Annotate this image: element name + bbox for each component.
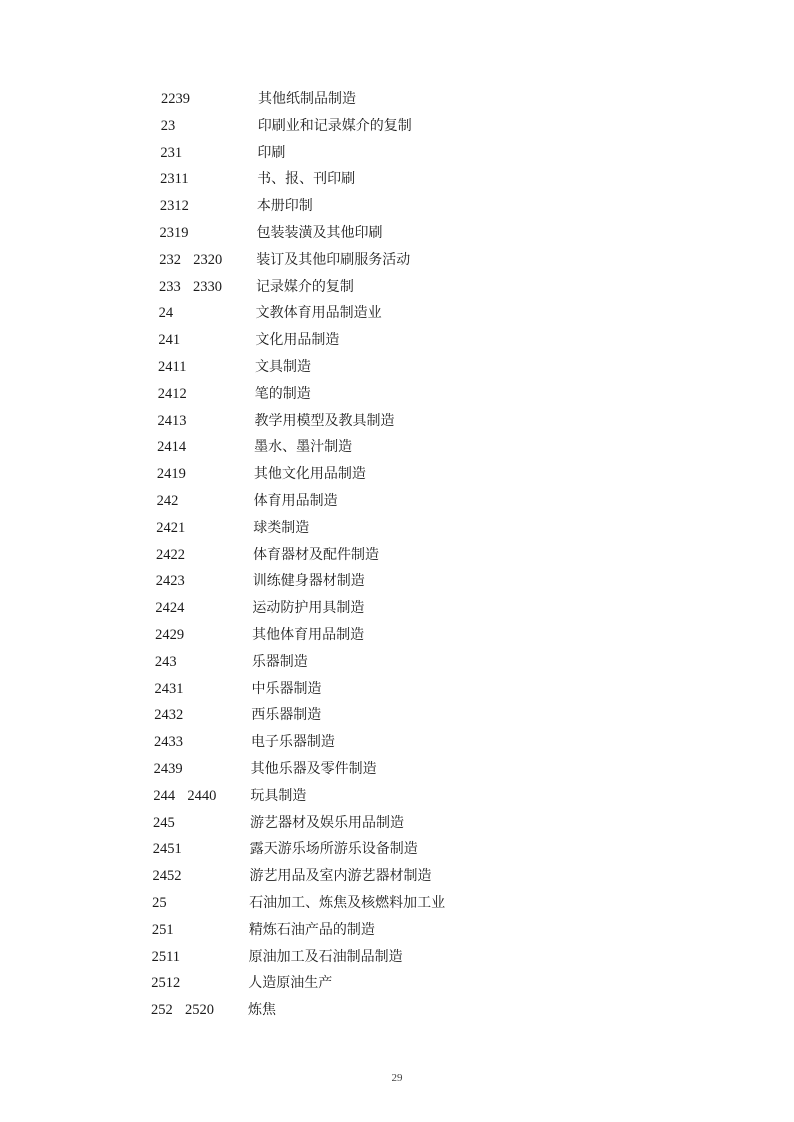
industry-code: 2413 <box>157 412 187 429</box>
industry-code: 2412 <box>157 385 187 402</box>
industry-code: 232 <box>159 251 181 268</box>
list-item <box>0 944 794 971</box>
industry-subcode: 2330 <box>192 278 222 295</box>
industry-name: 笔的制造 <box>254 385 311 402</box>
list-item <box>0 408 794 435</box>
industry-name: 装订及其他印刷服务活动 <box>256 251 411 268</box>
industry-name: 文教体育用品制造业 <box>255 305 382 322</box>
list-item <box>0 970 794 997</box>
industry-name: 玩具制造 <box>250 787 307 804</box>
industry-code: 2239 <box>161 91 190 107</box>
list-item <box>0 166 794 193</box>
industry-name: 原油加工及石油制品制造 <box>248 948 403 965</box>
industry-name: 墨水、墨汁制造 <box>254 439 353 456</box>
industry-name: 书、报、刊印刷 <box>257 171 356 188</box>
industry-code: 2433 <box>153 734 183 751</box>
industry-name: 运动防护用具制造 <box>252 600 365 617</box>
industry-code: 2431 <box>154 680 184 697</box>
list-item <box>0 676 794 703</box>
list-item <box>0 568 794 595</box>
list-item <box>0 461 794 488</box>
industry-code: 2312 <box>159 198 189 215</box>
page-number: 29 <box>391 1072 403 1084</box>
industry-code: 231 <box>160 144 183 161</box>
industry-code: 2423 <box>155 573 185 590</box>
list-item <box>0 434 794 461</box>
industry-name: 其他乐器及零件制造 <box>250 760 377 777</box>
industry-subcode: 2320 <box>193 251 223 268</box>
industry-code: 245 <box>153 814 175 831</box>
list-item <box>0 917 794 944</box>
industry-name: 教学用模型及教具制造 <box>254 412 395 429</box>
industry-name: 体育用品制造 <box>253 492 338 509</box>
list-item <box>0 247 794 274</box>
industry-code: 23 <box>160 117 176 134</box>
industry-code: 241 <box>158 332 181 349</box>
industry-name: 游艺器材及娱乐用品制造 <box>250 814 405 831</box>
list-item <box>0 193 794 220</box>
industry-name: 印刷业和记录媒介的复制 <box>257 117 412 134</box>
industry-code: 243 <box>154 653 177 670</box>
industry-code: 2414 <box>157 439 187 456</box>
industry-code: 2424 <box>155 600 185 617</box>
list-item <box>0 702 794 729</box>
list-item <box>0 729 794 756</box>
list-item <box>0 836 794 863</box>
industry-subcode: 2440 <box>187 787 217 804</box>
industry-code: 2311 <box>160 171 189 188</box>
industry-code: 2319 <box>159 224 189 241</box>
industry-code: 233 <box>158 278 181 295</box>
list-item <box>0 649 794 676</box>
industry-code: 2511 <box>151 948 181 965</box>
industry-code: 242 <box>156 492 179 509</box>
industry-code: 2452 <box>152 868 182 885</box>
industry-name: 精炼石油产品的制造 <box>248 921 375 938</box>
industry-code: 2451 <box>152 841 182 858</box>
list-item <box>0 890 794 917</box>
industry-name: 游艺用品及室内游艺器材制造 <box>249 868 432 885</box>
list-item <box>0 300 794 327</box>
list-item <box>0 810 794 837</box>
list-item <box>0 783 794 810</box>
industry-name: 炼焦 <box>248 1002 276 1019</box>
industry-code: 2419 <box>156 466 186 483</box>
industry-code: 252 <box>151 1002 173 1019</box>
list-item <box>0 113 794 140</box>
industry-name: 球类制造 <box>253 519 310 536</box>
list-item <box>0 274 794 301</box>
list-item <box>0 381 794 408</box>
industry-name: 其他文化用品制造 <box>253 466 366 483</box>
industry-name: 体育器材及配件制造 <box>253 546 379 563</box>
list-item <box>0 863 794 890</box>
industry-code: 251 <box>151 921 174 938</box>
industry-code: 244 <box>153 787 176 804</box>
list-item <box>0 756 794 783</box>
list-item <box>0 354 794 381</box>
list-item <box>0 220 794 247</box>
list-item <box>0 542 794 569</box>
industry-code: 2439 <box>153 760 183 777</box>
industry-code: 2411 <box>158 358 187 375</box>
industry-name: 中乐器制造 <box>251 680 322 697</box>
list-item <box>0 140 794 167</box>
industry-name: 露天游乐场所游乐设备制造 <box>249 841 418 858</box>
industry-name: 其他体育用品制造 <box>252 626 365 643</box>
industry-name: 其他纸制品制造 <box>258 91 356 107</box>
list-item <box>0 327 794 354</box>
list-item <box>0 86 794 113</box>
industry-code-list <box>0 86 794 1024</box>
list-item <box>0 488 794 515</box>
industry-name: 本册印制 <box>256 198 313 215</box>
industry-code: 2422 <box>156 546 185 563</box>
industry-name: 石油加工、炼焦及核燃料加工业 <box>249 894 446 911</box>
industry-code: 2429 <box>155 626 185 643</box>
industry-code: 2432 <box>154 707 184 724</box>
industry-code: 2512 <box>151 975 181 992</box>
industry-name: 乐器制造 <box>251 653 308 670</box>
industry-name: 文具制造 <box>255 358 312 375</box>
industry-name: 印刷 <box>257 144 286 161</box>
industry-name: 文化用品制造 <box>255 332 340 349</box>
industry-code: 25 <box>152 894 167 911</box>
industry-subcode: 2520 <box>185 1002 214 1019</box>
industry-code: 24 <box>158 305 174 322</box>
industry-name: 人造原油生产 <box>248 975 333 992</box>
list-item <box>0 515 794 542</box>
industry-name: 记录媒介的复制 <box>255 278 354 295</box>
industry-name: 包装装潢及其他印刷 <box>256 224 383 241</box>
industry-code: 2421 <box>156 519 186 536</box>
industry-name: 电子乐器制造 <box>250 734 335 751</box>
list-item <box>0 622 794 649</box>
list-item <box>0 997 794 1024</box>
list-item <box>0 595 794 622</box>
industry-name: 训练健身器材制造 <box>252 573 365 590</box>
industry-name: 西乐器制造 <box>251 707 322 724</box>
